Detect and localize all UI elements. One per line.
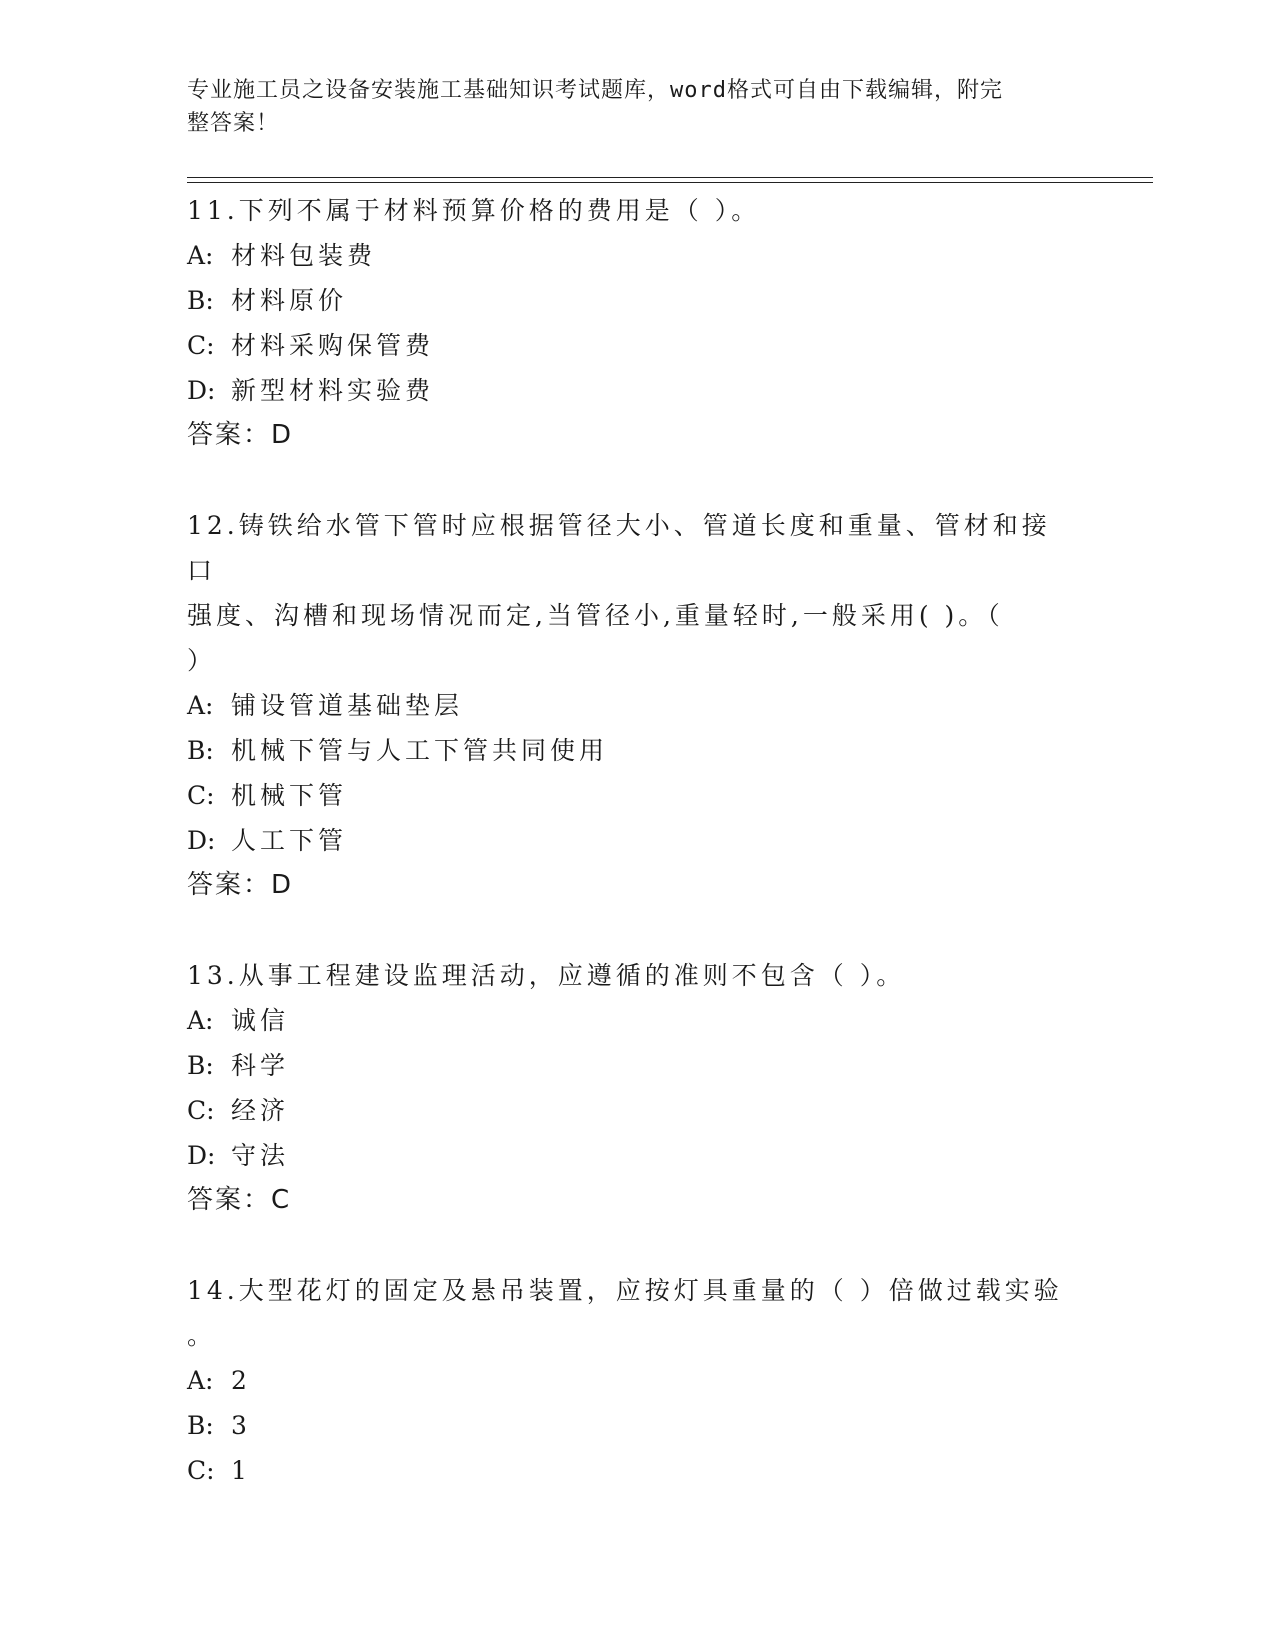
header-line-1: 专业施工员之设备安装施工基础知识考试题库，word格式可自由下载编辑，附完 — [187, 78, 1003, 103]
option-c — [187, 773, 1067, 818]
option-c — [187, 323, 1067, 368]
option-letter: C: — [187, 1456, 215, 1485]
option-text: 材料原价 — [231, 286, 348, 315]
option-b — [187, 1403, 1067, 1448]
option-text: 机械下管与人工下管共同使用 — [231, 736, 609, 765]
option-b — [187, 278, 1067, 323]
option-letter: A: — [187, 241, 214, 270]
option-text: 新型材料实验费 — [231, 376, 435, 405]
answer-line: 答案：D — [187, 870, 294, 900]
option-text: 机械下管 — [231, 781, 348, 810]
option-letter: A: — [187, 691, 214, 720]
option-a — [187, 233, 1067, 278]
option-text: 3 — [231, 1411, 251, 1440]
option-letter: B: — [187, 736, 214, 765]
question-stem: 11.下列不属于材料预算价格的费用是（ ）。 — [187, 196, 761, 225]
option-letter: D: — [187, 376, 216, 405]
option-letter: C: — [187, 1096, 215, 1125]
question-stem: 13.从事工程建设监理活动，应遵循的准则不包含（ ）。 — [187, 961, 906, 990]
option-d — [187, 1133, 1067, 1178]
option-letter: C: — [187, 781, 215, 810]
document-header — [187, 74, 1067, 140]
option-text: 科学 — [231, 1051, 290, 1080]
header-line-2: 整答案！ — [187, 111, 280, 136]
option-letter: B: — [187, 1411, 214, 1440]
option-b — [187, 1043, 1067, 1088]
option-text: 1 — [231, 1456, 251, 1485]
question-stem-line: 强度、沟槽和现场情况而定,当管径小,重量轻时,一般采用( )。（ — [187, 601, 1004, 630]
question-stem-line: 。 — [187, 1321, 217, 1350]
option-text: 2 — [231, 1366, 251, 1395]
option-letter: A: — [187, 1366, 214, 1395]
option-letter: A: — [187, 1006, 214, 1035]
option-text: 材料包装费 — [231, 241, 377, 270]
option-a — [187, 683, 1067, 728]
option-text: 经济 — [231, 1096, 290, 1125]
option-a — [187, 1358, 1067, 1403]
option-text: 守法 — [231, 1141, 290, 1170]
option-text: 诚信 — [231, 1006, 290, 1035]
question-stem-line: 12.铸铁给水管下管时应根据管径大小、管道长度和重量、管材和接口 — [187, 511, 1051, 585]
question-12 — [187, 503, 1067, 908]
option-c — [187, 1088, 1067, 1133]
option-d — [187, 818, 1067, 863]
question-11 — [187, 188, 1067, 458]
option-letter: C: — [187, 331, 215, 360]
answer-line: 答案：C — [187, 1185, 292, 1215]
option-d — [187, 368, 1067, 413]
option-b — [187, 728, 1067, 773]
option-text: 材料采购保管费 — [231, 331, 435, 360]
question-stem-line: 14.大型花灯的固定及悬吊装置，应按灯具重量的（ ）倍做过载实验 — [187, 1276, 1063, 1305]
question-stem-line: ） — [187, 646, 217, 675]
option-a — [187, 998, 1067, 1043]
header-divider-top — [187, 177, 1153, 178]
option-letter: D: — [187, 1141, 216, 1170]
option-letter: D: — [187, 826, 216, 855]
option-text: 铺设管道基础垫层 — [231, 691, 464, 720]
option-c — [187, 1448, 1067, 1493]
question-13 — [187, 953, 1067, 1223]
answer-line: 答案：D — [187, 420, 294, 450]
question-list — [187, 188, 1067, 1538]
option-letter: B: — [187, 286, 214, 315]
question-14 — [187, 1268, 1067, 1493]
header-divider-bottom — [187, 182, 1153, 183]
option-text: 人工下管 — [231, 826, 348, 855]
option-letter: B: — [187, 1051, 214, 1080]
